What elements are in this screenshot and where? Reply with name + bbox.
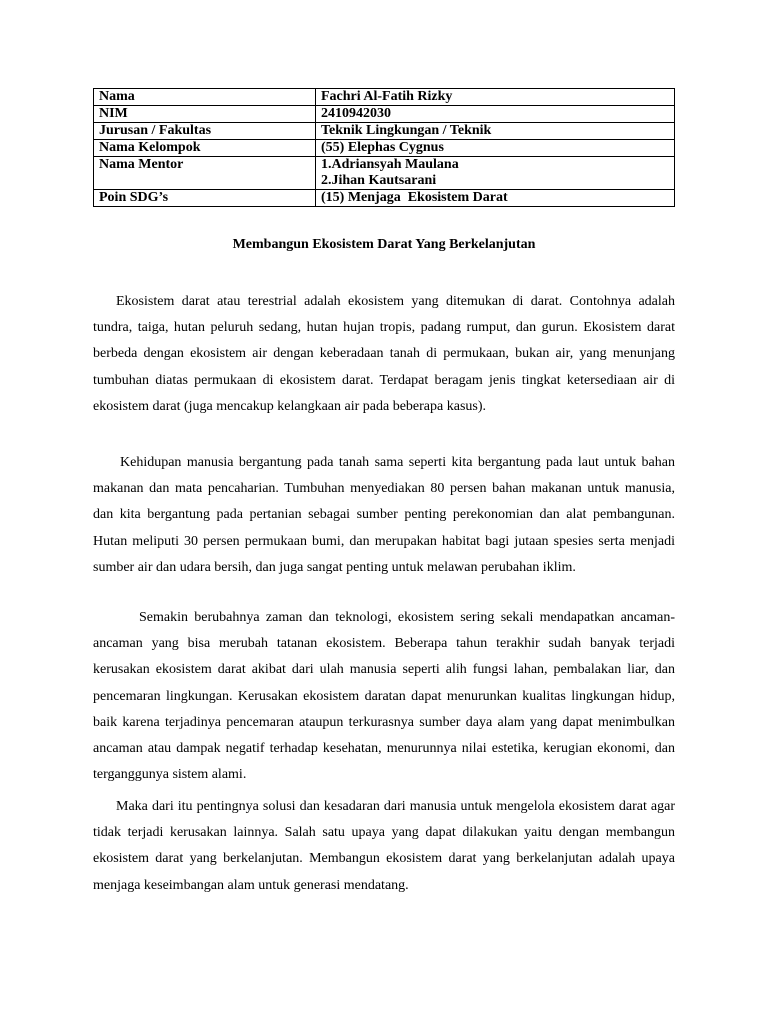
- info-label-mentor: Nama Mentor: [94, 157, 316, 190]
- info-label-kelompok: Nama Kelompok: [94, 140, 316, 157]
- document-title: Membangun Ekosistem Darat Yang Berkelanjutan: [232, 237, 536, 252]
- info-label-nim: NIM: [94, 106, 316, 123]
- info-value-sdg: (15) Menjaga Ekosistem Darat: [316, 190, 675, 207]
- info-value-mentor: [316, 157, 675, 190]
- mentor-1: 1.Adriansyah Maulana: [321, 157, 459, 172]
- table-row: [94, 190, 675, 207]
- mentor-2: 2.Jihan Kautsarani: [321, 173, 437, 188]
- info-value-jurusan: Teknik Lingkungan / Teknik: [316, 123, 675, 140]
- paragraph-2: Kehidupan manusia bergantung pada tanah sama seperti kita bergantung pada laut untuk bahan makanan dan mata pencaharian. Tumbuhan menyediakan 80 persen bahan makanan untuk manusia, dan kita bergantung pada pertanian sebagai sumber penting perekonomian dan alat pembangunan. Hutan meliputi 30 persen permukaan bumi, dan merupakan habitat bagi jutaan spesies serta menjadi sumber air dan udara bersih, dan juga sangat penting untuk melawan perubahan iklim.: [93, 455, 675, 575]
- info-value-nama: Fachri Al-Fatih Rizky: [316, 89, 675, 106]
- table-row: [94, 140, 675, 157]
- table-row: [94, 89, 675, 106]
- table-row: [94, 123, 675, 140]
- student-info-table: [93, 88, 675, 207]
- table-row: [94, 157, 675, 190]
- table-row: [94, 106, 675, 123]
- info-value-nim: 2410942030: [316, 106, 675, 123]
- info-label-nama: Nama: [94, 89, 316, 106]
- paragraph-3: Semakin berubahnya zaman dan teknologi, ekosistem sering sekali mendapatkan ancaman-ancaman yang bisa merubah tatanan ekosistem. Beberapa tahun terakhir sudah banyak terjadi kerusakan ekosistem darat akibat dari ulah manusia seperti alih fungsi lahan, pembalakan liar, dan pencemaran lingkungan. Kerusakan ekosistem daratan dapat menurunkan kualitas lingkungan hidup, baik karena terjadinya pencemaran ataupun terkurasnya sumber daya alam yang dapat menimbulkan ancaman atau dampak negatif terhadap kesehatan, menurunnya nilai estetika, kerugian ekonomi, dan terganggunya sistem alami.: [93, 610, 675, 783]
- paragraph-1: Ekosistem darat atau terestrial adalah ekosistem yang ditemukan di darat. Contohnya adalah tundra, taiga, hutan peluruh sedang, hutan hujan tropis, padang rumput, dan gurun. Ekosistem darat berbeda dengan ekosistem air dengan keberadaan tanah di permukaan, bukan air, yang menunjang tumbuhan diatas permukaan di ekosistem darat. Terdapat beragam jenis tingkat ketersediaan air di ekosistem darat (juga mencakup kelangkaan air pada beberapa kasus).: [93, 294, 675, 414]
- info-value-kelompok: (55) Elephas Cygnus: [316, 140, 675, 157]
- info-label-jurusan: Jurusan / Fakultas: [94, 123, 316, 140]
- paragraph-4: Maka dari itu pentingnya solusi dan kesadaran dari manusia untuk mengelola ekosistem darat agar tidak terjadi kerusakan lainnya. Salah satu upaya yang dapat dilakukan yaitu dengan membangun ekosistem darat yang berkelanjutan. Membangun ekosistem darat yang berkelanjutan adalah upaya menjaga keseimbangan alam untuk generasi mendatang.: [93, 799, 675, 893]
- info-label-sdg: Poin SDG’s: [94, 190, 316, 207]
